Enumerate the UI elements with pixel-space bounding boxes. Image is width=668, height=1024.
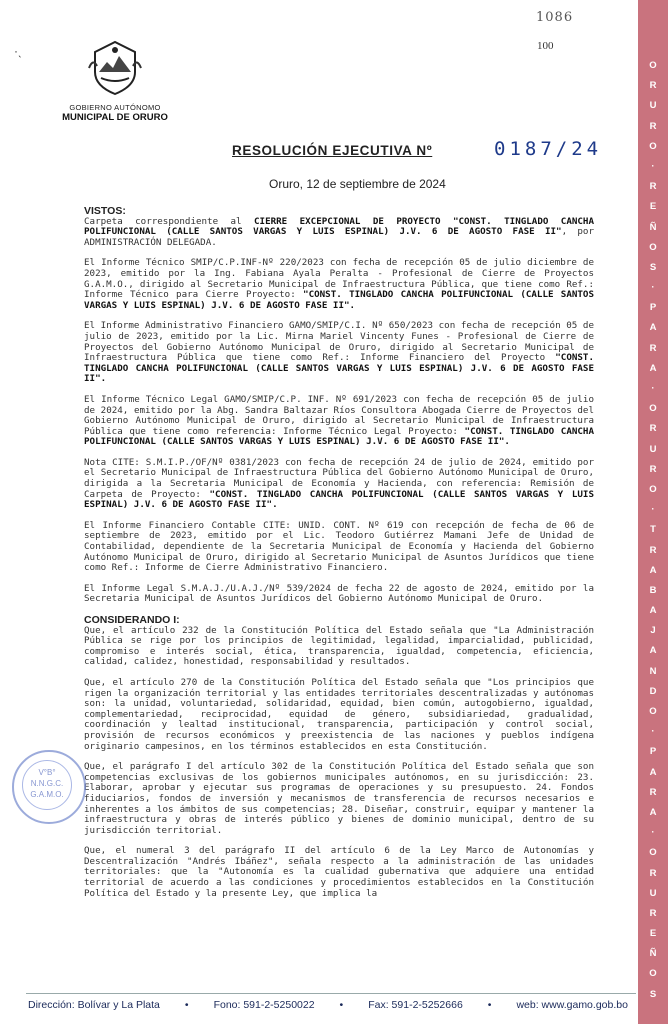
sidebar-letter: S <box>649 261 657 273</box>
sidebar-letter: R <box>649 80 657 92</box>
document-date: Oruro, 12 de septiembre de 2024 <box>269 177 446 191</box>
sidebar-letter: O <box>649 403 657 415</box>
footer-phone: Fono: 591-2-5250022 <box>213 999 315 1011</box>
sidebar-letter: O <box>649 483 657 495</box>
sidebar-letter: · <box>651 383 655 394</box>
sidebar-letter: A <box>649 605 657 617</box>
approval-stamp <box>12 750 86 824</box>
sidebar-slogan <box>640 60 666 1000</box>
coat-of-arms-icon <box>87 38 143 96</box>
paragraph: El Informe Técnico Legal GAMO/SMIP/C.P. INF. Nº 691/2023 con fecha de recepción 05 de julio de 2024, emitido por la Abg. Sandra Baltazar Ríos Consultora Abogada Cierre de Proyectos del Gobierno Autónomo Municipal de Oruro, dirigido al Secretario Municipal de Infraestructura Pública que tiene como referencia: Informe Técnico Legal Proyecto: "CONST. TINGLADO CANCHA POLIFUNCIONAL (CALLE SANTOS VARGAS Y LUIS ESPINAL) J.V. 6 DE AGOSTO FASE II". <box>84 393 594 448</box>
footer-fax: Fax: 591-2-5252666 <box>368 999 463 1011</box>
sidebar-letter: S <box>649 988 657 1000</box>
document-body <box>84 206 594 909</box>
sidebar-letter: U <box>649 887 657 899</box>
sidebar-letter: · <box>651 726 655 738</box>
paragraph: Que, el parágrafo I del artículo 302 de la Constitución Política del Estado señala que son competencias exclusivas de los gobiernos municipales autónomos, en su jurisdicción: 23. Elaborar, aprobar y ejecutar sus programas de operaciones y su presupuesto. 24. Fondos fiduciarios, fondos de inversión y mecanismos de transferencia de recursos necesarios e inherentes a los ámbitos de sus competencias; 28. Diseñar, construir, equipar y mantener la infraestructura y obras de interés público y bienes de dominio municipal, dentro de su jurisdicción territorial. <box>84 761 594 836</box>
sidebar-letter: R <box>649 867 657 879</box>
footer <box>28 999 628 1011</box>
footer-web-link[interactable]: web: www.gamo.gob.bo <box>516 999 628 1011</box>
slogan-sidebar <box>638 0 668 1024</box>
sidebar-letter: R <box>649 544 657 556</box>
footer-address: Dirección: Bolívar y La Plata <box>28 999 160 1011</box>
paragraph: Que, el artículo 270 de la Constitución Política del Estado señala que "Los principios que rigen la organización territorial y las entidades territoriales descentralizadas y autónomas son: la unidad, voluntariedad, solidaridad, equidad, bien común, autogobierno, igualdad, complementariedad, reciprocidad, equidad de género, subsidiariedad, gradualidad, coordinación y lealtad institucional, transparencia, participación y control social, provisión de recursos económicos y preexistencia de las naciones y pueblos indígena originario campesinos, en los términos establecidos en esta Constitución. <box>84 676 594 752</box>
sidebar-letter: J <box>650 625 656 637</box>
sidebar-letter: E <box>649 201 657 213</box>
sidebar-letter: Ñ <box>649 948 657 960</box>
sidebar-letter: T <box>650 524 656 536</box>
sidebar-letter: U <box>649 443 657 455</box>
paragraph: El Informe Legal S.M.A.J./U.A.J./Nº 539/2024 de fecha 22 de agosto de 2024, emitido por la Secretaria Municipal de Asuntos Jurídicos del Gobierno Autónomo Municipal de Oruro. <box>84 582 594 605</box>
sidebar-letter: E <box>649 928 657 940</box>
sidebar-letter: O <box>649 60 657 71</box>
footer-divider <box>26 993 636 994</box>
paragraph: Que, el artículo 232 de la Constitución Política del Estado señala que "La Administración Pública se rige por los principios de legitimidad, legalidad, imparcialidad, publicidad, compromiso e interés social, ética, transparencia, igualdad, competencia, eficiencia, calidad, calidez, honestidad, responsabilidad y resultados. <box>84 624 594 668</box>
sidebar-letter: O <box>649 847 657 859</box>
paragraph: Que, el numeral 3 del parágrafo II del artículo 6 de la Ley Marco de Autonomías y Descentralización "Andrés Ibáñez", señala respecto a la administración de las unidades territoriales: que la "Autonomía es la cualidad gubernativa que adquiere una entidad territorial de acuerdo a las condiciones y procedimientos establecidos en la Constitución Política del Estado y la presente Ley, que implica la <box>84 845 594 899</box>
stamp-text: V°B° N.N.G.C. G.A.M.O. <box>22 760 72 810</box>
sidebar-letter: R <box>649 342 657 354</box>
paragraph: El Informe Técnico SMIP/C.P.INF-Nº 220/2023 con fecha de recepción 05 de julio diciembre de 2023, emitido por la Ing. Fabiana Ayala Peralta - Profesional de Cierre de Proyectos G.A.M.O., dirigido al Secretario Municipal de Infraestructura Pública, que tiene como Ref.: Informe Técnico para Cierre Proyecto: "CONST. TINGLADO CANCHA POLIFUNCIONAL (CALLE SANTOS VARGAS Y LUIS ESPINAL) J.V. 6 DE AGOSTO FASE II". <box>84 257 594 311</box>
sidebar-letter: R <box>649 120 657 132</box>
sidebar-letter: · <box>651 282 655 294</box>
sidebar-letter: A <box>649 322 657 334</box>
sidebar-letter: · <box>651 160 655 172</box>
sidebar-letter: D <box>649 685 657 697</box>
paragraph: El Informe Financiero Contable CITE: UNID. CONT. Nº 619 con recepción de fecha de 06 de septiembre de 2023, emitido por el Lic. Teodoro Gutiérrez Mamani Jefe de Unidad de Contabilidad, dependiente de la Secretaria Municipal de Economía y Hacienda del Gobierno Autónomo Municipal de Oruro, dirigido al Secretario Municipal de Asuntos Jurídicos que tiene como Ref.: Informe de Cierre Administrativo Financiero. <box>84 519 594 574</box>
footer-separator: • <box>487 999 492 1011</box>
sidebar-letter: P <box>649 746 657 758</box>
section-heading-vistos: VISTOS: <box>84 205 126 217</box>
sidebar-letter: R <box>649 786 657 798</box>
sidebar-letter: O <box>649 241 657 253</box>
paragraph: Nota CITE: S.M.I.P./OF/Nº 0381/2023 con fecha de recepción 24 de julio de 2024, emitido por el Secretario Municipal de Infraestructura Pública del Gobierno Autónomo Municipal de Oruro, dirigida a la Secretaria Municipal de Economía y Hacienda, con referencia: Remisión de Carpeta de Proyecto: "CONST. TINGLADO CANCHA POLIFUNCIONAL (CALLE SANTOS VARGAS Y LUIS ESPINAL) J.V. 6 DE AGOSTO FASE II". <box>84 456 594 511</box>
sidebar-letter: R <box>649 181 657 193</box>
sidebar-letter: A <box>649 806 657 818</box>
sidebar-letter: Ñ <box>649 221 657 233</box>
sidebar-letter: A <box>649 362 657 374</box>
sidebar-letter: N <box>649 665 657 677</box>
paragraph: Carpeta correspondiente al CIERRE EXCEPCIONAL DE PROYECTO "CONST. TINGLADO CANCHA POLIFUNCIONAL (CALLE SANTOS VARGAS Y LUIS ESPINAL) J.V. 6 DE AGOSTO FASE II", por ADMINISTRACIÓN DELEGADA. <box>84 215 594 248</box>
sidebar-letter: A <box>649 645 657 657</box>
sidebar-letter: A <box>649 766 657 778</box>
sidebar-letter: U <box>649 100 657 112</box>
sidebar-letter: · <box>651 827 655 839</box>
sidebar-letter: O <box>649 706 657 717</box>
sidebar-letter: R <box>649 463 657 475</box>
resolution-number: 0187/24 <box>494 138 603 160</box>
scan-mark: ·ˎ <box>14 44 22 58</box>
logo-line-1: GOBIERNO AUTÓNOMO <box>69 103 161 112</box>
sidebar-letter: A <box>649 564 657 576</box>
section-heading-considerando: CONSIDERANDO I: <box>84 614 180 626</box>
municipal-logo <box>60 38 170 123</box>
footer-separator: • <box>339 999 344 1011</box>
sidebar-letter: O <box>649 140 657 152</box>
sidebar-letter: · <box>651 504 655 516</box>
sidebar-letter: R <box>649 907 657 919</box>
footer-separator: • <box>184 999 189 1011</box>
page-number: 100 <box>537 40 554 52</box>
document-title: RESOLUCIÓN EJECUTIVA Nº <box>232 143 433 158</box>
handwritten-folio-number: 1086 <box>536 10 574 25</box>
sidebar-letter: P <box>649 302 657 314</box>
paragraph: El Informe Administrativo Financiero GAMO/SMIP/C.I. Nº 650/2023 con fecha de recepción 05 de julio de 2023, emitido por la Lic. Mirna Mariel Vincenty Funes - Profesional de Cierre de Proyectos del Gobierno Autónomo Municipal de Oruro, dirigido al Secretario Municipal de Infraestructura Pública que tiene como Ref.: Informe Financiero del Proyecto "CONST. TINGLADO CANCHA POLIFUNCIONAL (CALLE SANTOS VARGAS Y LUIS ESPINAL) J.V. 6 DE AGOSTO FASE II". <box>84 320 594 385</box>
sidebar-letter: B <box>649 584 657 596</box>
sidebar-letter: O <box>649 968 657 980</box>
logo-line-2: MUNICIPAL DE ORURO <box>62 112 168 123</box>
sidebar-letter: R <box>649 423 657 435</box>
